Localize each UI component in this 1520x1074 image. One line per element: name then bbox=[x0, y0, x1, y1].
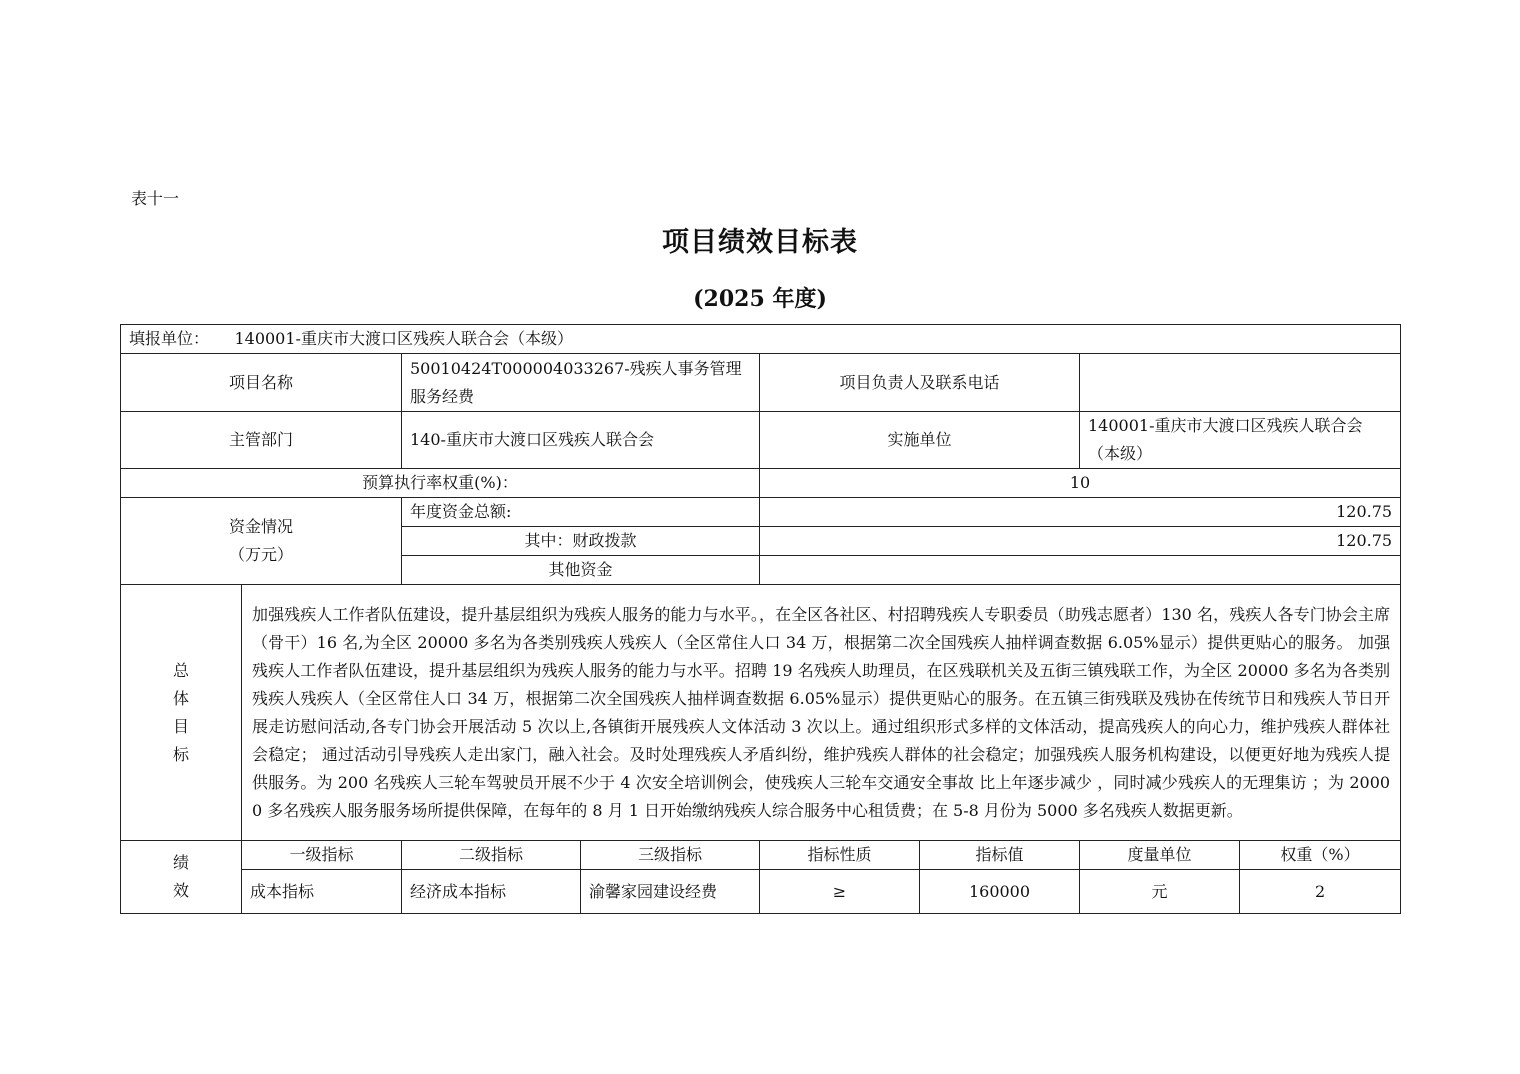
indicator-header-row bbox=[121, 841, 1401, 870]
supervisor-label: 主管部门 bbox=[121, 412, 402, 469]
header-value: 指标值 bbox=[920, 841, 1080, 870]
supervisor-value: 140-重庆市大渡口区残疾人联合会 bbox=[402, 412, 760, 469]
goal-label-char: 标 bbox=[172, 744, 189, 764]
implementer-value: 140001-重庆市大渡口区残疾人联合会（本级） bbox=[1080, 412, 1401, 469]
implementer-label: 实施单位 bbox=[760, 412, 1080, 469]
performance-label-char: 效 bbox=[172, 881, 189, 900]
project-name-label: 项目名称 bbox=[121, 354, 402, 412]
indicator-unit: 元 bbox=[1080, 870, 1240, 914]
annual-total-label: 年度资金总额: bbox=[402, 498, 760, 527]
indicator-level1: 成本指标 bbox=[242, 870, 402, 914]
overall-goal-label bbox=[121, 585, 242, 841]
reporting-unit-label: 填报单位： bbox=[129, 329, 210, 348]
goal-label-char: 总 bbox=[172, 660, 189, 680]
project-lead-label: 项目负责人及联系电话 bbox=[760, 354, 1080, 412]
budget-weight-label: 预算执行率权重(%)： bbox=[121, 469, 760, 498]
indicator-level2: 经济成本指标 bbox=[402, 870, 581, 914]
funds-label-line2: （万元） bbox=[228, 545, 293, 564]
performance-label bbox=[121, 841, 242, 914]
reporting-unit-value: 140001-重庆市大渡口区残疾人联合会（本级） bbox=[234, 329, 573, 348]
other-funds-value bbox=[760, 556, 1401, 585]
header-nature: 指标性质 bbox=[760, 841, 920, 870]
overall-goal-row bbox=[121, 585, 1401, 841]
project-lead-value bbox=[1080, 354, 1401, 412]
header-unit: 度量单位 bbox=[1080, 841, 1240, 870]
performance-label-char: 绩 bbox=[172, 853, 189, 872]
fiscal-label: 其中：财政拨款 bbox=[402, 527, 760, 556]
year-subtitle: (2025 年度) bbox=[693, 286, 827, 312]
header-weight: 权重（%） bbox=[1240, 841, 1401, 870]
indicator-weight: 2 bbox=[1240, 870, 1401, 914]
table-row bbox=[121, 870, 1401, 914]
table-number-label: 表十一 bbox=[131, 189, 180, 208]
reporting-unit-cell bbox=[121, 325, 1401, 354]
budget-weight-value: 10 bbox=[760, 469, 1401, 498]
funds-total-row bbox=[121, 498, 1401, 527]
page-title: 项目绩效目标表 bbox=[662, 227, 858, 258]
overall-goal-text: 加强残疾人工作者队伍建设，提升基层组织为残疾人服务的能力与水平。，在全区各社区、村招聘残疾人专职委员（助残志愿者）130 名，残疾人各专门协会主席（骨干）16 名,为全区 20000 多名为各类别残疾人残疾人（全区常住人口 34 万，根据第二次全国残疾人抽样调查数据 6.05%显示）提供更贴心的服务。 加强残疾人工作者队伍建设，提升基层组织为残疾人服务的能力与水平。招聘 19 名残疾人助理员，在区残联机关及五街三镇残联工作，为全区 20000 多名为各类别残疾人残疾人（全区常住人口 34 万，根据第二次全国残疾人抽样调查数据 6.05%显示）提供更贴心的服务。在五镇三街残联及残协在传统节日和残疾人节日开展走访慰问活动,各专门协会开展活动 5 次以上,各镇街开展残疾人文体活动 3 次以上。通过组织形式多样的文体活动，提高残疾人的向心力，维护残疾人群体社会稳定； 通过活动引导残疾人走出家门，融入社会。及时处理残疾人矛盾纠纷，维护残疾人群体的社会稳定；加强残疾人服务机构建设，以便更好地为残疾人提供服务。为 200 名残疾人三轮车驾驶员开展不少于 4 次安全培训例会，使残疾人三轮车交通安全事故 比上年逐步减少 ，同时减少残疾人的无理集访 ；为 20000 多名残疾人服务服务场所提供保障，在每年的 8 月 1 日开始缴纳残疾人综合服务中心租赁费；在 5-8 月份为 5000 多名残疾人数据更新。 bbox=[242, 585, 1401, 841]
other-funds-label: 其他资金 bbox=[402, 556, 760, 585]
goal-label-char: 目 bbox=[172, 716, 189, 736]
indicator-level3: 渝馨家园建设经费 bbox=[581, 870, 760, 914]
funds-label-line1: 资金情况 bbox=[228, 517, 293, 536]
budget-weight-row bbox=[121, 469, 1401, 498]
goal-label-char: 体 bbox=[172, 688, 189, 708]
project-name-row bbox=[121, 354, 1401, 412]
performance-target-table bbox=[120, 324, 1401, 914]
supervisor-row bbox=[121, 412, 1401, 469]
indicator-nature: ≥ bbox=[760, 870, 920, 914]
header-level3: 三级指标 bbox=[581, 841, 760, 870]
header-level1: 一级指标 bbox=[242, 841, 402, 870]
fiscal-value: 120.75 bbox=[760, 527, 1401, 556]
funds-label bbox=[121, 498, 402, 585]
header-level2: 二级指标 bbox=[402, 841, 581, 870]
indicator-value: 160000 bbox=[920, 870, 1080, 914]
project-name-value: 50010424T000004033267-残疾人事务管理服务经费 bbox=[402, 354, 760, 412]
annual-total-value: 120.75 bbox=[760, 498, 1401, 527]
reporting-unit-row bbox=[121, 325, 1401, 354]
